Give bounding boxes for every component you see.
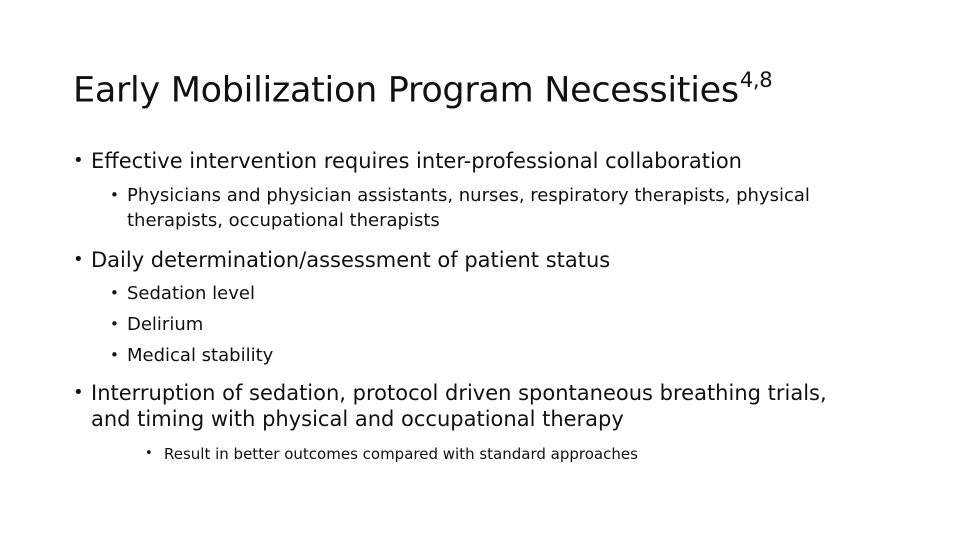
bullet-text: Effective intervention requires inter-professional collaboration [91, 149, 742, 173]
sub-bullet-item-better-outcomes [145, 443, 845, 465]
bullet-icon: • [73, 249, 84, 270]
title-citation-superscript: 4,8 [739, 68, 773, 92]
sub-bullet-text: Delirium [127, 314, 204, 335]
sub-bullet-item-team-roles [110, 183, 870, 233]
slide-title-text: Early Mobilization Program Necessities [73, 70, 739, 111]
sub-bullet-item-sedation-level [110, 281, 910, 306]
bullet-item-collaboration [73, 148, 873, 174]
bullet-icon: • [110, 346, 119, 364]
bullet-icon: • [73, 382, 84, 403]
sub-bullet-text: Physicians and physician assistants, nurses, respiratory therapists, physical therapists, occupational therapists [127, 185, 810, 231]
bullet-icon: • [73, 150, 84, 171]
bullet-item-daily-assessment [73, 247, 873, 273]
sub-bullet-item-medical-stability [110, 343, 910, 368]
sub-bullet-text: Medical stability [127, 345, 274, 366]
sub-bullet-text: Sedation level [127, 283, 255, 304]
bullet-icon: • [145, 446, 153, 461]
bullet-text: Interruption of sedation, protocol driven spontaneous breathing trials, and timing with physical and occupational therapy [91, 381, 827, 431]
bullet-item-interruption-of-sedation [73, 380, 843, 432]
sub-bullet-text: Result in better outcomes compared with standard approaches [164, 445, 638, 463]
sub-bullet-item-delirium [110, 312, 910, 337]
bullet-icon: • [110, 315, 119, 333]
slide-title [73, 56, 772, 117]
bullet-icon: • [110, 284, 119, 302]
bullet-text: Daily determination/assessment of patient status [91, 248, 611, 272]
bullet-icon: • [110, 186, 119, 204]
